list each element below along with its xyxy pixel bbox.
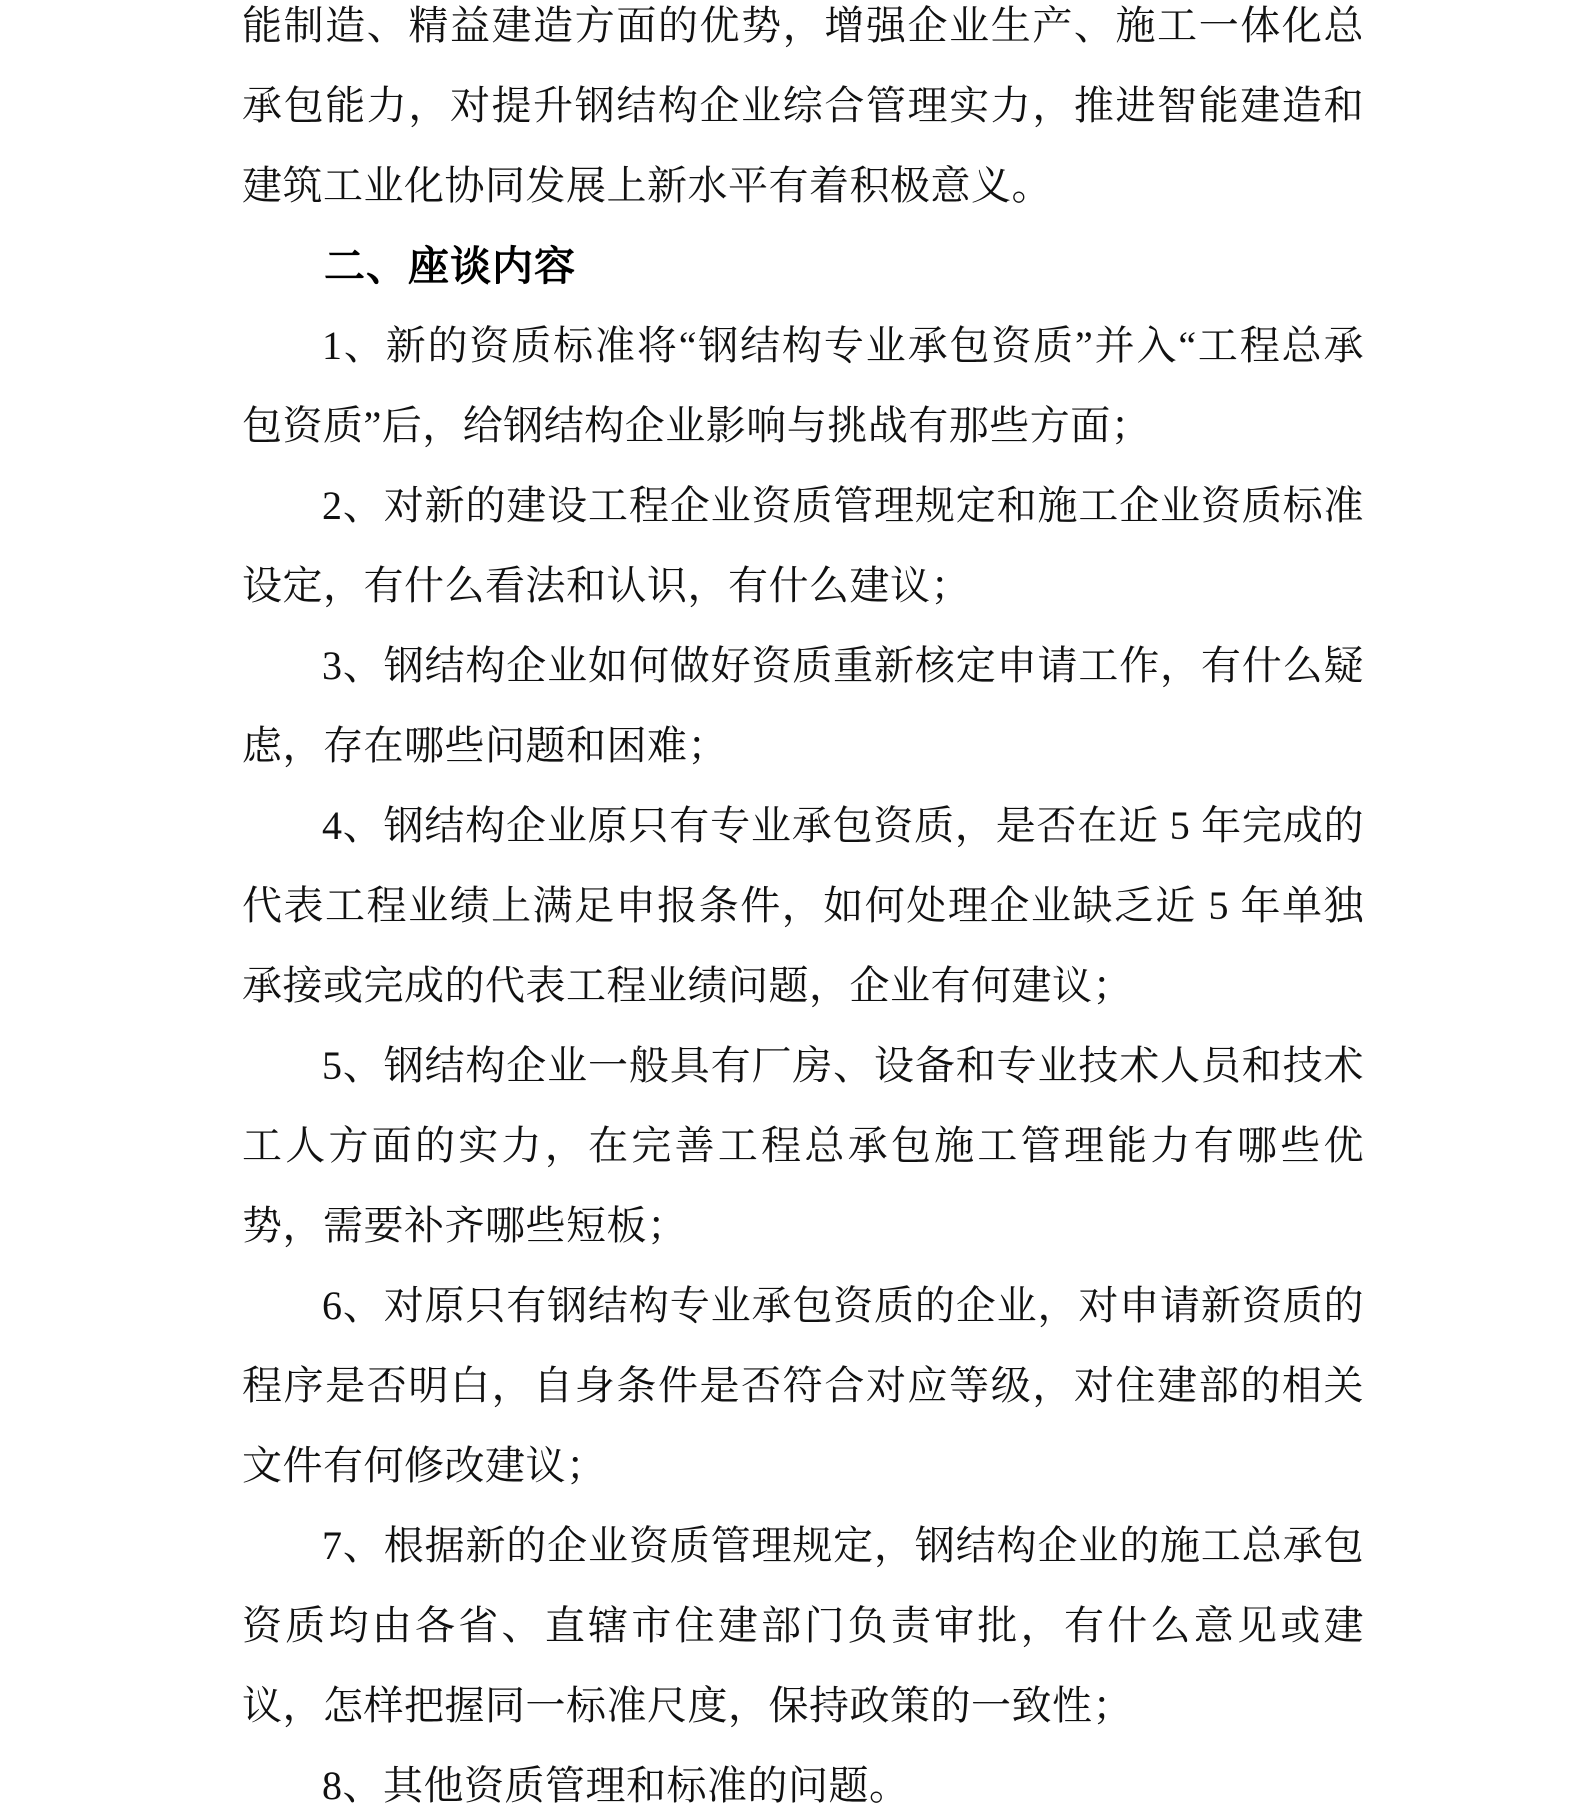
discussion-item-5: 5、钢结构企业一般具有厂房、设备和专业技术人员和技术工人方面的实力，在完善工程总承包施工管理能力有哪些优势，需要补齐哪些短板； [242, 1043, 1364, 1248]
discussion-item-4: 4、钢结构企业原只有专业承包资质，是否在近 5 年完成的代表工程业绩上满足申报条件，如何处理企业缺乏近 5 年单独承接或完成的代表工程业绩问题，企业有何建议； [242, 803, 1364, 1008]
discussion-item-6: 6、对原只有钢结构专业承包资质的企业，对申请新资质的程序是否明白，自身条件是否符合对应等级，对住建部的相关文件有何修改建议； [242, 1283, 1364, 1488]
discussion-item-8: 8、其他资质管理和标准的问题。 [322, 1763, 910, 1808]
continuation-paragraph: 能制造、精益建造方面的优势，增强企业生产、施工一体化总承包能力，对提升钢结构企业综合管理实力，推进智能建造和建筑工业化协同发展上新水平有着积极意义。 [242, 3, 1364, 208]
discussion-item-3: 3、钢结构企业如何做好资质重新核定申请工作，有什么疑虑，存在哪些问题和困难； [242, 643, 1364, 768]
section-heading: 二、座谈内容 [324, 243, 576, 289]
discussion-item-1: 1、新的资质标准将“钢结构专业承包资质”并入“工程总承包资质”后，给钢结构企业影响与挑战有那些方面； [242, 323, 1364, 448]
document-text-block [242, 0, 1364, 1814]
discussion-item-2: 2、对新的建设工程企业资质管理规定和施工企业资质标准设定，有什么看法和认识，有什么建议； [242, 483, 1364, 608]
discussion-item-7: 7、根据新的企业资质管理规定，钢结构企业的施工总承包资质均由各省、直辖市住建部门负责审批，有什么意见或建议，怎样把握同一标准尺度，保持政策的一致性； [242, 1523, 1364, 1728]
